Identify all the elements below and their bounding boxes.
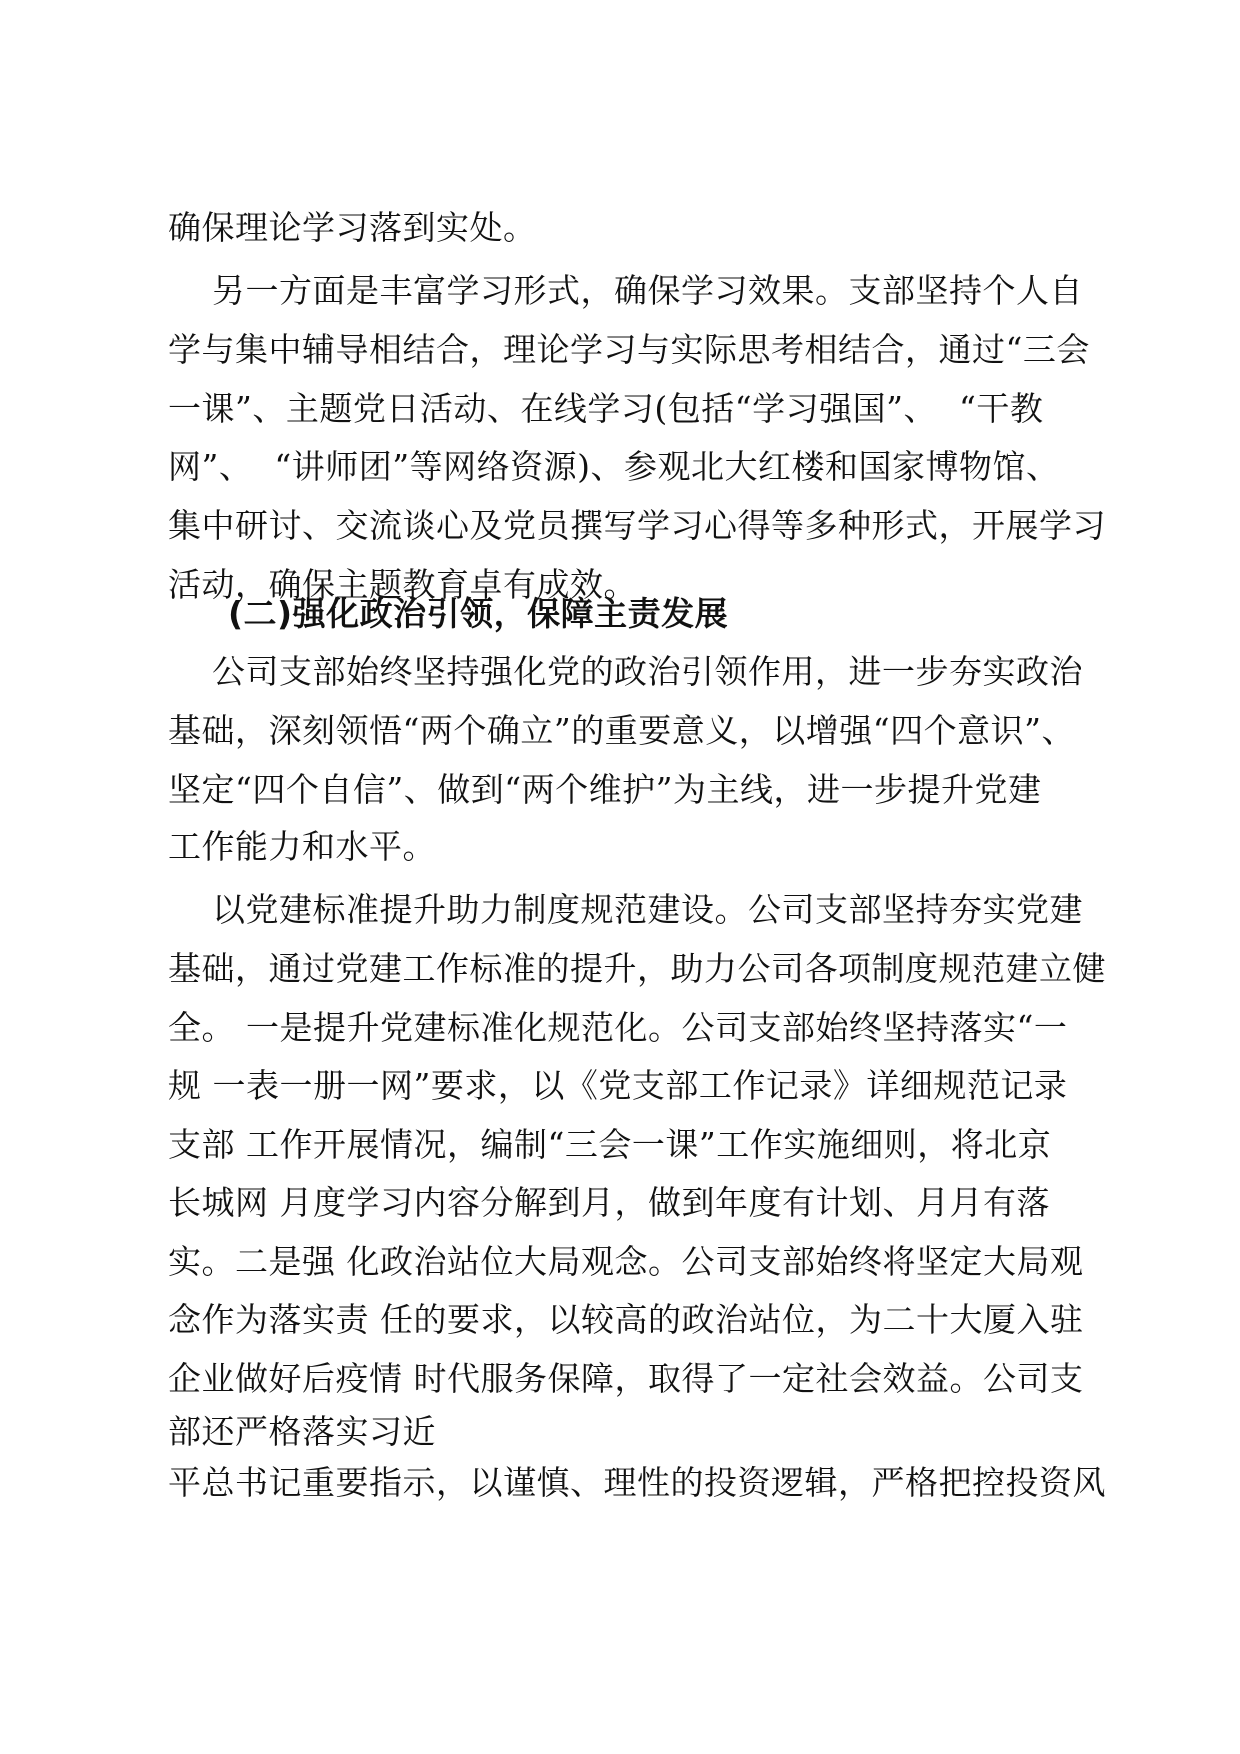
text-line: 坚定“四个自信”、做到“两个维护”为主线，进一步提升党建 xyxy=(168,770,1042,809)
text-line: 念作为落实责 任的要求，以较高的政治站位，为二十大厦入驻 xyxy=(168,1300,1084,1339)
text-line: 活动，确保主题教育卓有成效。 xyxy=(168,565,637,604)
text-line: 基础，深刻领悟“两个确立”的重要意义，以增强“四个意识”、 xyxy=(168,711,1075,750)
text-line: 集中研讨、交流谈心及党员撰写学习心得等多种形式，开展学习 xyxy=(168,506,1106,545)
text-line: 部还严格落实习近 xyxy=(168,1412,436,1451)
text-line: 一课”、主题党日活动、在线学习(包括“学习强国”、 “干教 xyxy=(168,389,1044,428)
text-line: 长城网 月度学习内容分解到月，做到年度有计划、月月有落 xyxy=(168,1183,1050,1222)
text-line: 实。二是强 化政治站位大局观念。公司支部始终将坚定大局观 xyxy=(168,1242,1084,1281)
text-line: 全。 一是提升党建标准化规范化。公司支部始终坚持落实“一 xyxy=(168,1008,1068,1047)
text-line: 另一方面是丰富学习形式，确保学习效果。支部坚持个人自 xyxy=(168,271,1083,310)
text-line: 以党建标准提升助力制度规范建设。公司支部坚持夯实党建 xyxy=(168,890,1083,929)
text-line: 网”、 “讲师团”等网络资源)、参观北大红楼和国家博物馆、 xyxy=(168,447,1060,486)
text-line: 企业做好后疫情 时代服务保障，取得了一定社会效益。公司支 xyxy=(168,1359,1084,1398)
text-line: 公司支部始终坚持强化党的政治引领作用，进一步夯实政治 xyxy=(168,652,1083,691)
text-line: 规 一表一册一网”要求，以《党支部工作记录》详细规范记录 xyxy=(168,1066,1068,1105)
text-line: 基础，通过党建工作标准的提升，助力公司各项制度规范建立健 xyxy=(168,949,1106,988)
text-line: 学与集中辅导相结合，理论学习与实际思考相结合，通过“三会 xyxy=(168,330,1090,369)
text-line: 支部 工作开展情况，编制“三会一课”工作实施细则，将北京 xyxy=(168,1125,1052,1164)
text-line: 确保理论学习落到实处。 xyxy=(168,208,537,247)
text-line: 平总书记重要指示，以谨慎、理性的投资逻辑，严格把控投资风 xyxy=(168,1463,1106,1502)
text-line: 工作能力和水平。 xyxy=(168,827,436,866)
section-heading: (二)强化政治引领，保障主责发展 xyxy=(168,594,729,633)
